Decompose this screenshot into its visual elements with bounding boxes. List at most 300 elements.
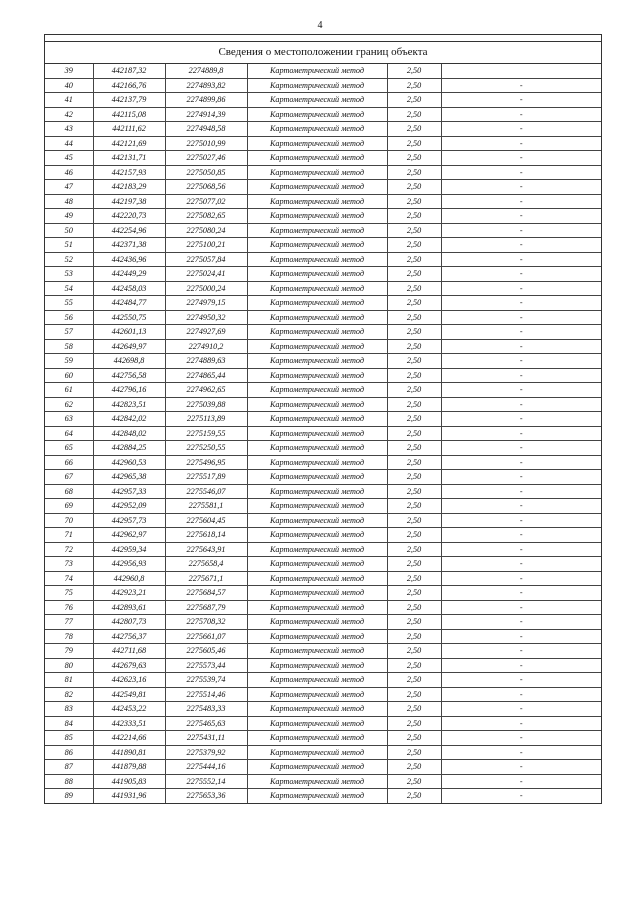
description-cell: - [441,789,601,803]
precision-cell: 2,50 [387,441,441,456]
precision-cell: 2,50 [387,122,441,137]
description-cell: - [441,426,601,441]
description-cell: - [441,455,601,470]
table-row [45,557,601,572]
y-coordinate-cell: 2275552,14 [165,774,247,789]
y-coordinate-cell: 2275000,24 [165,281,247,296]
method-cell: Картометрический метод [247,484,387,499]
description-cell: - [441,557,601,572]
x-coordinate-cell: 442371,38 [93,238,165,253]
table-row [45,281,601,296]
table-row [45,658,601,673]
y-coordinate-cell: 2275100,21 [165,238,247,253]
point-number-cell: 57 [45,325,93,340]
x-coordinate-cell: 442187,32 [93,64,165,78]
x-coordinate-cell: 442679,63 [93,658,165,673]
description-cell: - [441,310,601,325]
precision-cell: 2,50 [387,412,441,427]
table-row [45,673,601,688]
point-number-cell: 80 [45,658,93,673]
precision-cell: 2,50 [387,586,441,601]
table-row [45,165,601,180]
description-cell: - [441,644,601,659]
y-coordinate-cell: 2274950,32 [165,310,247,325]
method-cell: Картометрический метод [247,673,387,688]
table-row [45,600,601,615]
y-coordinate-cell: 2275010,99 [165,136,247,151]
description-cell: - [441,180,601,195]
precision-cell: 2,50 [387,658,441,673]
y-coordinate-cell: 2275605,46 [165,644,247,659]
y-coordinate-cell: 2275546,07 [165,484,247,499]
y-coordinate-cell: 2274865,44 [165,368,247,383]
precision-cell: 2,50 [387,165,441,180]
point-number-cell: 81 [45,673,93,688]
precision-cell: 2,50 [387,397,441,412]
description-cell: - [441,412,601,427]
table-row [45,702,601,717]
table-row [45,397,601,412]
description-cell: - [441,339,601,354]
description-cell: - [441,716,601,731]
method-cell: Картометрический метод [247,296,387,311]
method-cell: Картометрический метод [247,716,387,731]
y-coordinate-cell: 2274979,15 [165,296,247,311]
x-coordinate-cell: 442436,96 [93,252,165,267]
precision-cell: 2,50 [387,281,441,296]
y-coordinate-cell: 2275618,14 [165,528,247,543]
method-cell: Картометрический метод [247,339,387,354]
method-cell: Картометрический метод [247,223,387,238]
x-coordinate-cell: 442956,93 [93,557,165,572]
y-coordinate-cell: 2275653,36 [165,789,247,803]
table-row [45,223,601,238]
precision-cell: 2,50 [387,383,441,398]
point-number-cell: 41 [45,93,93,108]
method-cell: Картометрический метод [247,441,387,456]
method-cell: Картометрический метод [247,789,387,803]
precision-cell: 2,50 [387,484,441,499]
precision-cell: 2,50 [387,136,441,151]
y-coordinate-cell: 2275027,46 [165,151,247,166]
precision-cell: 2,50 [387,745,441,760]
description-cell: - [441,470,601,485]
point-number-cell: 88 [45,774,93,789]
method-cell: Картометрический метод [247,412,387,427]
y-coordinate-cell: 2274948,58 [165,122,247,137]
x-coordinate-cell: 442549,81 [93,687,165,702]
precision-cell: 2,50 [387,615,441,630]
precision-cell: 2,50 [387,542,441,557]
description-cell: - [441,107,601,122]
precision-cell: 2,50 [387,107,441,122]
description-cell: - [441,774,601,789]
x-coordinate-cell: 442848,02 [93,426,165,441]
description-cell: - [441,513,601,528]
y-coordinate-cell: 2275465,63 [165,716,247,731]
method-cell: Картометрический метод [247,615,387,630]
point-number-cell: 44 [45,136,93,151]
precision-cell: 2,50 [387,209,441,224]
table-row [45,774,601,789]
table-row [45,745,601,760]
description-cell: - [441,78,601,93]
description-cell: - [441,252,601,267]
method-cell: Картометрический метод [247,165,387,180]
point-number-cell: 63 [45,412,93,427]
method-cell: Картометрический метод [247,281,387,296]
boundary-table-sheet [44,34,602,804]
x-coordinate-cell: 441931,96 [93,789,165,803]
x-coordinate-cell: 441879,88 [93,760,165,775]
x-coordinate-cell: 442959,34 [93,542,165,557]
x-coordinate-cell: 442157,93 [93,165,165,180]
table-row [45,412,601,427]
description-cell: - [441,151,601,166]
table-row [45,339,601,354]
coordinates-table [45,64,601,803]
precision-cell: 2,50 [387,426,441,441]
description-cell: - [441,615,601,630]
table-row [45,615,601,630]
point-number-cell: 74 [45,571,93,586]
x-coordinate-cell: 442884,25 [93,441,165,456]
x-coordinate-cell: 442698,8 [93,354,165,369]
description-cell: - [441,122,601,137]
x-coordinate-cell: 442550,75 [93,310,165,325]
point-number-cell: 75 [45,586,93,601]
method-cell: Картометрический метод [247,397,387,412]
point-number-cell: 83 [45,702,93,717]
point-number-cell: 82 [45,687,93,702]
description-cell: - [441,223,601,238]
x-coordinate-cell: 441905,83 [93,774,165,789]
precision-cell: 2,50 [387,151,441,166]
point-number-cell: 42 [45,107,93,122]
point-number-cell: 69 [45,499,93,514]
method-cell: Картометрический метод [247,151,387,166]
y-coordinate-cell: 2275082,65 [165,209,247,224]
precision-cell: 2,50 [387,629,441,644]
x-coordinate-cell: 442756,37 [93,629,165,644]
point-number-cell: 77 [45,615,93,630]
method-cell: Картометрический метод [247,702,387,717]
point-number-cell: 78 [45,629,93,644]
description-cell: - [441,702,601,717]
method-cell: Картометрический метод [247,64,387,78]
table-row [45,93,601,108]
y-coordinate-cell: 2275024,41 [165,267,247,282]
point-number-cell: 87 [45,760,93,775]
method-cell: Картометрический метод [247,600,387,615]
precision-cell: 2,50 [387,78,441,93]
precision-cell: 2,50 [387,296,441,311]
description-cell: - [441,600,601,615]
point-number-cell: 84 [45,716,93,731]
x-coordinate-cell: 442623,16 [93,673,165,688]
precision-cell: 2,50 [387,310,441,325]
table-row [45,325,601,340]
description-cell: - [441,499,601,514]
coordinates-table-body [45,64,601,803]
y-coordinate-cell: 2275068,56 [165,180,247,195]
description-cell: - [441,571,601,586]
table-row [45,513,601,528]
header-spacer-row [45,35,601,42]
point-number-cell: 64 [45,426,93,441]
description-cell: - [441,296,601,311]
table-row [45,542,601,557]
method-cell: Картометрический метод [247,542,387,557]
point-number-cell: 52 [45,252,93,267]
precision-cell: 2,50 [387,760,441,775]
method-cell: Картометрический метод [247,209,387,224]
y-coordinate-cell: 2275077,02 [165,194,247,209]
description-cell: - [441,760,601,775]
precision-cell: 2,50 [387,731,441,746]
table-row [45,455,601,470]
x-coordinate-cell: 442131,71 [93,151,165,166]
table-row [45,716,601,731]
y-coordinate-cell: 2275514,46 [165,687,247,702]
y-coordinate-cell: 2275113,89 [165,412,247,427]
table-row [45,64,601,78]
table-row [45,122,601,137]
x-coordinate-cell: 442957,33 [93,484,165,499]
precision-cell: 2,50 [387,571,441,586]
y-coordinate-cell: 2275687,79 [165,600,247,615]
y-coordinate-cell: 2275250,55 [165,441,247,456]
precision-cell: 2,50 [387,499,441,514]
precision-cell: 2,50 [387,64,441,78]
y-coordinate-cell: 2275444,16 [165,760,247,775]
description-cell: - [441,542,601,557]
point-number-cell: 55 [45,296,93,311]
y-coordinate-cell: 2275431,11 [165,731,247,746]
table-row [45,107,601,122]
x-coordinate-cell: 442756,58 [93,368,165,383]
x-coordinate-cell: 442115,08 [93,107,165,122]
precision-cell: 2,50 [387,470,441,485]
y-coordinate-cell: 2275573,44 [165,658,247,673]
x-coordinate-cell: 442453,22 [93,702,165,717]
point-number-cell: 86 [45,745,93,760]
method-cell: Картометрический метод [247,455,387,470]
precision-cell: 2,50 [387,600,441,615]
point-number-cell: 79 [45,644,93,659]
description-cell: - [441,397,601,412]
x-coordinate-cell: 442166,76 [93,78,165,93]
x-coordinate-cell: 442711,68 [93,644,165,659]
point-number-cell: 53 [45,267,93,282]
x-coordinate-cell: 442649,97 [93,339,165,354]
precision-cell: 2,50 [387,354,441,369]
precision-cell: 2,50 [387,368,441,383]
x-coordinate-cell: 442458,03 [93,281,165,296]
y-coordinate-cell: 2275684,57 [165,586,247,601]
description-cell: - [441,281,601,296]
precision-cell: 2,50 [387,238,441,253]
point-number-cell: 66 [45,455,93,470]
precision-cell: 2,50 [387,774,441,789]
y-coordinate-cell: 2274914,39 [165,107,247,122]
precision-cell: 2,50 [387,93,441,108]
table-row [45,267,601,282]
description-cell: - [441,209,601,224]
y-coordinate-cell: 2275539,74 [165,673,247,688]
y-coordinate-cell: 2275581,1 [165,499,247,514]
y-coordinate-cell: 2275708,32 [165,615,247,630]
method-cell: Картометрический метод [247,745,387,760]
table-row [45,571,601,586]
table-row [45,368,601,383]
x-coordinate-cell: 442183,29 [93,180,165,195]
precision-cell: 2,50 [387,702,441,717]
y-coordinate-cell: 2275604,45 [165,513,247,528]
point-number-cell: 70 [45,513,93,528]
description-cell: - [441,441,601,456]
y-coordinate-cell: 2275159,55 [165,426,247,441]
table-row [45,731,601,746]
x-coordinate-cell: 442214,66 [93,731,165,746]
y-coordinate-cell: 2274910,2 [165,339,247,354]
point-number-cell: 67 [45,470,93,485]
x-coordinate-cell: 442965,38 [93,470,165,485]
precision-cell: 2,50 [387,789,441,803]
x-coordinate-cell: 442111,62 [93,122,165,137]
x-coordinate-cell: 442254,96 [93,223,165,238]
precision-cell: 2,50 [387,223,441,238]
y-coordinate-cell: 2275050,85 [165,165,247,180]
x-coordinate-cell: 442220,73 [93,209,165,224]
table-row [45,470,601,485]
method-cell: Картометрический метод [247,78,387,93]
description-cell: - [441,325,601,340]
y-coordinate-cell: 2274889,63 [165,354,247,369]
y-coordinate-cell: 2275661,07 [165,629,247,644]
table-row [45,528,601,543]
description-cell: - [441,383,601,398]
table-row [45,426,601,441]
point-number-cell: 56 [45,310,93,325]
point-number-cell: 89 [45,789,93,803]
precision-cell: 2,50 [387,267,441,282]
x-coordinate-cell: 442333,51 [93,716,165,731]
x-coordinate-cell: 442923,21 [93,586,165,601]
method-cell: Картометрический метод [247,528,387,543]
precision-cell: 2,50 [387,252,441,267]
point-number-cell: 54 [45,281,93,296]
precision-cell: 2,50 [387,339,441,354]
y-coordinate-cell: 2275658,4 [165,557,247,572]
method-cell: Картометрический метод [247,644,387,659]
point-number-cell: 60 [45,368,93,383]
method-cell: Картометрический метод [247,136,387,151]
table-row [45,252,601,267]
point-number-cell: 85 [45,731,93,746]
x-coordinate-cell: 442952,09 [93,499,165,514]
table-row [45,629,601,644]
point-number-cell: 50 [45,223,93,238]
point-number-cell: 65 [45,441,93,456]
method-cell: Картометрический метод [247,180,387,195]
y-coordinate-cell: 2274899,86 [165,93,247,108]
y-coordinate-cell: 2275080,24 [165,223,247,238]
x-coordinate-cell: 442197,38 [93,194,165,209]
x-coordinate-cell: 442796,16 [93,383,165,398]
precision-cell: 2,50 [387,687,441,702]
description-cell: - [441,93,601,108]
table-row [45,180,601,195]
table-row [45,78,601,93]
description-cell: - [441,354,601,369]
table-row [45,687,601,702]
method-cell: Картометрический метод [247,513,387,528]
point-number-cell: 46 [45,165,93,180]
table-row [45,499,601,514]
method-cell: Картометрический метод [247,238,387,253]
description-cell: - [441,267,601,282]
table-row [45,136,601,151]
point-number-cell: 62 [45,397,93,412]
table-row [45,586,601,601]
description-cell: - [441,165,601,180]
x-coordinate-cell: 442960,53 [93,455,165,470]
x-coordinate-cell: 442449,29 [93,267,165,282]
description-cell: - [441,745,601,760]
y-coordinate-cell: 2275057,84 [165,252,247,267]
method-cell: Картометрический метод [247,687,387,702]
precision-cell: 2,50 [387,644,441,659]
method-cell: Картометрический метод [247,731,387,746]
y-coordinate-cell: 2274927,69 [165,325,247,340]
point-number-cell: 58 [45,339,93,354]
method-cell: Картометрический метод [247,586,387,601]
table-row [45,151,601,166]
method-cell: Картометрический метод [247,499,387,514]
x-coordinate-cell: 442957,73 [93,513,165,528]
method-cell: Картометрический метод [247,383,387,398]
precision-cell: 2,50 [387,716,441,731]
method-cell: Картометрический метод [247,774,387,789]
x-coordinate-cell: 442601,13 [93,325,165,340]
point-number-cell: 47 [45,180,93,195]
point-number-cell: 40 [45,78,93,93]
description-cell: - [441,484,601,499]
point-number-cell: 76 [45,600,93,615]
y-coordinate-cell: 2275379,92 [165,745,247,760]
x-coordinate-cell: 442484,77 [93,296,165,311]
point-number-cell: 73 [45,557,93,572]
table-row [45,644,601,659]
method-cell: Картометрический метод [247,107,387,122]
x-coordinate-cell: 442962,97 [93,528,165,543]
x-coordinate-cell: 442842,02 [93,412,165,427]
table-row [45,238,601,253]
table-row [45,789,601,803]
description-cell: - [441,658,601,673]
method-cell: Картометрический метод [247,368,387,383]
page-number: 4 [317,20,323,31]
description-cell: - [441,731,601,746]
x-coordinate-cell: 442960,8 [93,571,165,586]
point-number-cell: 45 [45,151,93,166]
method-cell: Картометрический метод [247,557,387,572]
point-number-cell: 43 [45,122,93,137]
table-row [45,310,601,325]
description-cell: - [441,238,601,253]
description-cell: - [441,528,601,543]
